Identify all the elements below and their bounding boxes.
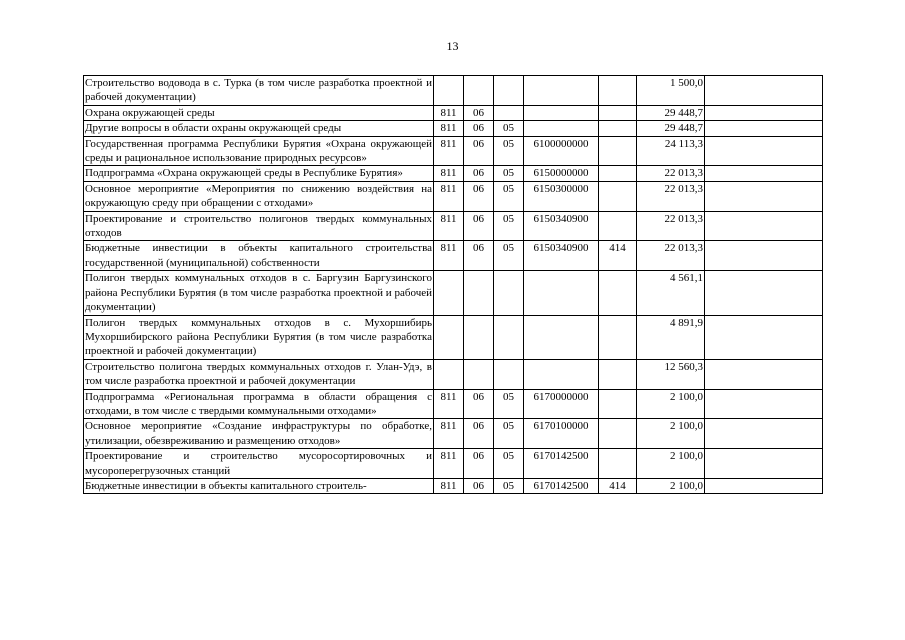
amount-cell: 22 013,3	[637, 211, 705, 241]
table-row	[84, 241, 823, 271]
amount-cell: 12 560,3	[637, 359, 705, 389]
expense-type-cell	[599, 166, 637, 181]
target-article-cell: 6150000000	[524, 166, 599, 181]
target-article-cell: 6150300000	[524, 181, 599, 211]
table-body	[84, 76, 823, 494]
table-row	[84, 121, 823, 136]
blank-cell	[705, 478, 823, 493]
blank-cell	[705, 105, 823, 120]
ministry-code-cell: 811	[434, 419, 464, 449]
table-row	[84, 359, 823, 389]
blank-cell	[705, 136, 823, 166]
ministry-code-cell	[434, 271, 464, 315]
expense-type-cell	[599, 211, 637, 241]
ministry-code-cell	[434, 76, 464, 106]
section-code-cell: 06	[464, 419, 494, 449]
table-row	[84, 271, 823, 315]
row-name-cell: Проектирование и строительство полигонов твердых коммунальных отходов	[85, 212, 432, 240]
ministry-code-cell: 811	[434, 241, 464, 271]
target-article-cell	[524, 121, 599, 136]
table-row	[84, 136, 823, 166]
section-code-cell: 06	[464, 136, 494, 166]
expense-type-cell	[599, 105, 637, 120]
section-code-cell	[464, 271, 494, 315]
section-code-cell: 06	[464, 105, 494, 120]
subsection-code-cell: 05	[494, 166, 524, 181]
blank-cell	[705, 76, 823, 106]
row-name-cell: Основное мероприятие «Мероприятия по снижению воздействия на окружающую среду при обращении с отходами»	[85, 182, 432, 210]
amount-cell: 22 013,3	[637, 166, 705, 181]
target-article-cell: 6170000000	[524, 389, 599, 419]
row-name-cell: Бюджетные инвестиции в объекты капитального строительства государственной (муниципальной) собственности	[85, 242, 432, 269]
section-code-cell	[464, 315, 494, 359]
amount-cell: 29 448,7	[637, 121, 705, 136]
ministry-code-cell	[434, 359, 464, 389]
target-article-cell: 6170100000	[524, 419, 599, 449]
ministry-code-cell: 811	[434, 449, 464, 479]
ministry-code-cell	[434, 315, 464, 359]
amount-cell: 2 100,0	[637, 419, 705, 449]
amount-cell: 1 500,0	[637, 76, 705, 106]
section-code-cell: 06	[464, 449, 494, 479]
row-name-cell: Подпрограмма «Региональная программа в области обращения с отходами, в том числе с твердыми коммунальными отходами»	[85, 390, 432, 417]
table-row	[84, 419, 823, 449]
ministry-code-cell: 811	[434, 181, 464, 211]
expense-type-cell	[599, 449, 637, 479]
amount-cell: 22 013,3	[637, 241, 705, 271]
amount-cell: 22 013,3	[637, 181, 705, 211]
expense-type-cell	[599, 389, 637, 419]
subsection-code-cell: 05	[494, 211, 524, 241]
section-code-cell: 06	[464, 241, 494, 271]
ministry-code-cell: 811	[434, 166, 464, 181]
subsection-code-cell: 05	[494, 478, 524, 493]
row-name-cell: Строительство полигона твердых коммунальных отходов г. Улан-Удэ, в том числе разработка проектной и рабочей документации	[85, 360, 432, 388]
row-name-cell: Государственная программа Республики Бурятия «Охрана окружающей среды и рациональное использование природных ресурсов»	[85, 137, 432, 165]
row-name-cell: Другие вопросы в области охраны окружающей среды	[84, 121, 434, 136]
expense-type-cell	[599, 419, 637, 449]
blank-cell	[705, 389, 823, 419]
subsection-code-cell: 05	[494, 181, 524, 211]
subsection-code-cell	[494, 315, 524, 359]
blank-cell	[705, 121, 823, 136]
row-name-cell: Бюджетные инвестиции в объекты капитального строитель-	[84, 478, 434, 493]
section-code-cell: 06	[464, 211, 494, 241]
subsection-code-cell	[494, 76, 524, 106]
amount-cell: 29 448,7	[637, 105, 705, 120]
subsection-code-cell: 05	[494, 136, 524, 166]
ministry-code-cell: 811	[434, 389, 464, 419]
subsection-code-cell: 05	[494, 121, 524, 136]
blank-cell	[705, 181, 823, 211]
section-code-cell: 06	[464, 389, 494, 419]
blank-cell	[705, 211, 823, 241]
table-row	[84, 105, 823, 120]
row-name-cell: Проектирование и строительство мусоросортировочных и мусороперегрузочных станций	[85, 450, 432, 477]
target-article-cell: 6150340900	[524, 241, 599, 271]
target-article-cell	[524, 105, 599, 120]
table-row	[84, 76, 823, 106]
row-name-cell: Полигон твердых коммунальных отходов в с. Баргузин Баргузинского района Республики Бурятия (в том числе разработка проектной и рабочей документации)	[85, 272, 432, 314]
expense-type-cell	[599, 121, 637, 136]
table-row	[84, 166, 823, 181]
table-row	[84, 315, 823, 359]
amount-cell: 4 891,9	[637, 315, 705, 359]
ministry-code-cell: 811	[434, 136, 464, 166]
amount-cell: 2 100,0	[637, 449, 705, 479]
blank-cell	[705, 241, 823, 271]
subsection-code-cell	[494, 105, 524, 120]
row-name-cell: Полигон твердых коммунальных отходов в с. Мухоршибирь Мухоршибирского района Республики Бурятия (в том числе разработка проектной и рабочей документации)	[85, 316, 432, 358]
row-name-cell: Подпрограмма «Охрана окружающей среды в Республике Бурятия»	[84, 166, 434, 181]
amount-cell: 24 113,3	[637, 136, 705, 166]
target-article-cell: 6100000000	[524, 136, 599, 166]
section-code-cell	[464, 359, 494, 389]
page-number: 13	[446, 39, 459, 53]
table-row	[84, 478, 823, 493]
target-article-cell: 6170142500	[524, 478, 599, 493]
expense-type-cell	[599, 136, 637, 166]
budget-table	[83, 75, 823, 494]
section-code-cell: 06	[464, 181, 494, 211]
blank-cell	[705, 271, 823, 315]
blank-cell	[705, 166, 823, 181]
target-article-cell	[524, 359, 599, 389]
expense-type-cell	[599, 181, 637, 211]
blank-cell	[705, 419, 823, 449]
amount-cell: 2 100,0	[637, 389, 705, 419]
subsection-code-cell: 05	[494, 241, 524, 271]
subsection-code-cell: 05	[494, 419, 524, 449]
section-code-cell: 06	[464, 121, 494, 136]
blank-cell	[705, 449, 823, 479]
expense-type-cell	[599, 76, 637, 106]
expense-type-cell: 414	[599, 241, 637, 271]
row-name-cell: Охрана окружающей среды	[84, 105, 434, 120]
subsection-code-cell: 05	[494, 389, 524, 419]
ministry-code-cell: 811	[434, 121, 464, 136]
subsection-code-cell: 05	[494, 449, 524, 479]
section-code-cell	[464, 76, 494, 106]
expense-type-cell	[599, 359, 637, 389]
ministry-code-cell: 811	[434, 478, 464, 493]
target-article-cell: 6170142500	[524, 449, 599, 479]
row-name-cell: Основное мероприятие «Создание инфраструктуры по обработке, утилизации, обезвреживанию и размещению отходов»	[85, 420, 432, 447]
target-article-cell	[524, 271, 599, 315]
blank-cell	[705, 315, 823, 359]
target-article-cell: 6150340900	[524, 211, 599, 241]
table-row	[84, 449, 823, 479]
expense-type-cell: 414	[599, 478, 637, 493]
target-article-cell	[524, 315, 599, 359]
expense-type-cell	[599, 271, 637, 315]
section-code-cell: 06	[464, 478, 494, 493]
table-row	[84, 389, 823, 419]
subsection-code-cell	[494, 271, 524, 315]
blank-cell	[705, 359, 823, 389]
expense-type-cell	[599, 315, 637, 359]
section-code-cell: 06	[464, 166, 494, 181]
amount-cell: 4 561,1	[637, 271, 705, 315]
row-name-cell: Строительство водовода в с. Турка (в том числе разработка проектной и рабочей документации)	[85, 77, 432, 104]
subsection-code-cell	[494, 359, 524, 389]
table-row	[84, 211, 823, 241]
target-article-cell	[524, 76, 599, 106]
ministry-code-cell: 811	[434, 105, 464, 120]
amount-cell: 2 100,0	[637, 478, 705, 493]
ministry-code-cell: 811	[434, 211, 464, 241]
table-row	[84, 181, 823, 211]
